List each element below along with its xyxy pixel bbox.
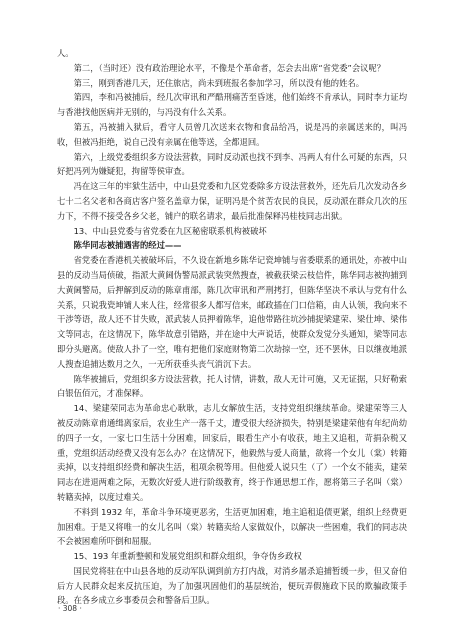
section-heading-15: 15、193 年重新整顿和发展党组织和群众组织，争夺伪乡政权: [73, 551, 302, 562]
paragraph-1932: 不料到 1932 年，革命斗争环境更恶劣，生活更加困难，地主追租追债更紧，组织上经费更加困难。于是又将唯一的女儿名叫（棠）转籍卖给人家做奴仆，以解决一些困难，我们的同志决不会被困难所吓倒和屈服。: [57, 506, 407, 547]
paragraph-continued: 人。: [57, 48, 74, 58]
paragraph-kmt-policy: 国民党将驻在中山县各地的反动军队调到前方打内战，对消乡屠杀追捕暂缓一步，但又奋伯后方人民群众起来反抗压迫，为了加强巩固他们的基层统治，便玩弄假施政下民的欺骗政策手段。在各乡成立乡事委员会和警备后卫队。: [57, 565, 407, 606]
paragraph-point-3: 第三，刚到香港几天，还住旅店，尚未到班报名参加学习，所以没有他的姓名。: [73, 77, 364, 88]
section-paragraph-14: 14、梁建荣同志为革命忠心耿耿，志儿女解放生活，支持党组织继续革命。梁建荣等三人被反动陈章甫通缉离家后，农业生产一落千丈，遭受很大经济损失，特别是梁建荣他有年纪尚幼的四子一女，一家七口生活十分困难，回家后，眼看生产小有收获，地主又追租，苛捐杂税又重，党组织活动经费又没有怎么办？在这情况下，他毅然与爱人商量，欲将一个女儿（棠）转籍卖掉，以支持组织经费和解决生活，租项余税等用。但他爱人说只生（了）一个女不能卖，建荣同志在进退两难之际，无数次好爱人进行阶级教育，终于作通思想工作，愿将第三子名叫（棠）转籍卖掉，以度过难关。: [57, 403, 407, 502]
paragraph-point-2: 第二，（当时还）没有政治理论水平，不像是个革命者，怎会去出席“省党委”会议呢？: [73, 62, 386, 73]
page-number: · 308 ·: [58, 604, 82, 613]
paragraph-point-5: 第五，冯被捕入狱后，看守人员曾几次送来衣物和食品给冯，说是冯的亲属送来的，叫冯收，但被冯拒绝，说自己没有亲属在他等送，全都退回。: [57, 121, 407, 147]
subheading-chen-hua: 陈华同志被捕遇害的经过——: [73, 240, 182, 251]
paragraph-point-6: 第六，上级党委组织多方设法营救，同时反动派也找不到李、冯两人有什么可疑的东西，只好把冯列为嫌疑犯，拘留等侯审查。: [57, 151, 407, 177]
paragraph-chen-hua-release: 陈华被捕后，党组织多方设法营救，托人讨情，讲数，敌人无计可施，又无证据，只好勒索白银伍佰元，才准保释。: [57, 373, 407, 399]
paragraph-chen-hua-arrest: 省党委在香港机关被破坏后，不久设在新地乡陈华记瓷坤铺与省委联系的通讯处，亦被中山县的反动当局侦破，指派大黄阃伪警局派武装突然搜查，被截获梁云枝信件，陈华同志被拘捕到大黄阃警局，后押解到反动的陈章甫部，陈几次审讯和严刑拷打，但陈华坚决不承认与党有什么关系，只说我瓷坤铺人来人往，经常很多人都写信来，邮政插在门口信箱，由人认领，我向来不干涉等语，敌人还不甘失败，派武装人员押着陈华，追他带路往坑沙捕捉梁建荣、梁仕坤、梁伟文等同志，在这情况下，陈华故意引错路，并在途中大声说话，使群众发觉分头通知，梁等同志即分头避离。使敌人扑了一空，唯有把他们家庭财物第二次劫掠一空，还不罢休，日以继夜地派人搜查追捕达数月之久，一无所获垂头丧气消沉下去。: [57, 255, 407, 369]
paragraph-point-4: 第四，李和冯被捕后，经几次审讯和严酷刑痛苦至昏迷，他们始终不肯承认，同时李力证均与香港找他医病并无别的，与冯没有什么关系。: [57, 92, 407, 118]
paragraph-release: 冯在这三年的牢狱生活中，中山县党委和九区党委除多方设法营救外，还先后几次发动各乡七十二名父老和各商店客户签名盖章力保，证明冯是个贫苦农民的良民，反动派在群众几次的压力下，不得不接受各乡父老，铺户的联名请求，最后批准保释冯桂枝同志出狱。: [57, 181, 407, 221]
document-body: [57, 46, 407, 608]
section-heading-13: 13、中山县党委与省党委在九区秘密联系机构被破坏: [73, 225, 267, 236]
